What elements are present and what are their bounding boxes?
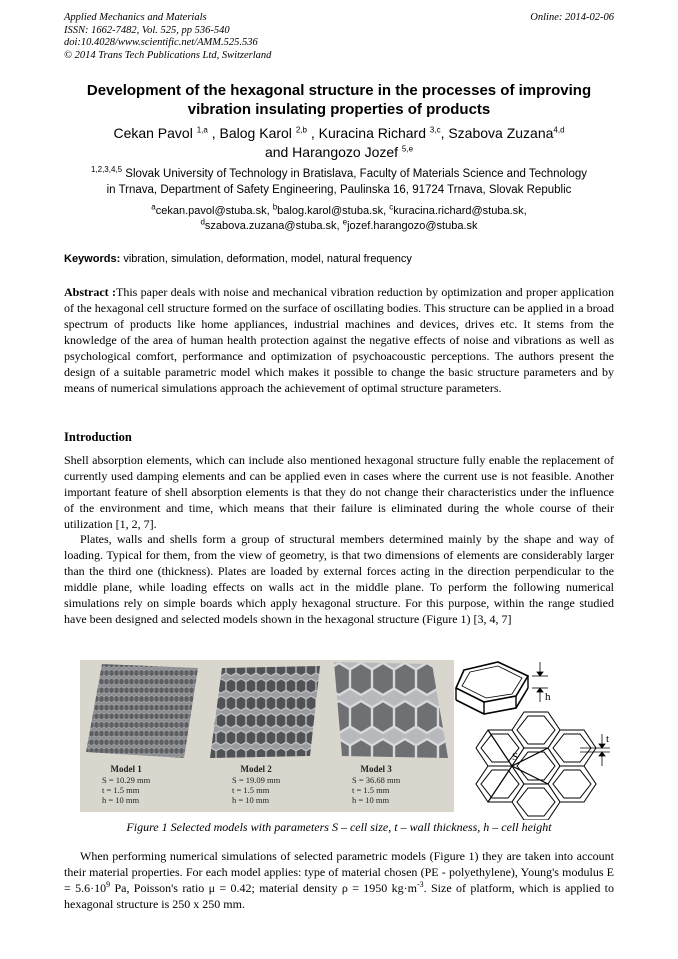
title-line-1: Development of the hexagonal structure in the processes of improving	[86, 82, 592, 99]
model-1-caption: Model 1 S = 10.29 mm t = 1.5 mm h = 10 mm	[102, 764, 151, 805]
copyright: © 2014 Trans Tech Publications Ltd, Switzerland	[64, 49, 272, 61]
hexagon-geometry-diagram	[450, 656, 616, 820]
figure-1-caption: Figure 1 Selected models with parameters S – cell size, t – wall thickness, h – cell height	[126, 820, 552, 834]
model-3-render	[328, 660, 450, 760]
abstract	[64, 284, 614, 396]
figure-1-models	[80, 660, 454, 812]
honeycomb-top-view	[476, 712, 596, 820]
author-4: Szabova Zuzana	[448, 125, 554, 141]
label-h: h	[545, 691, 551, 703]
journal-name: Applied Mechanics and Materials	[64, 12, 207, 23]
email-4[interactable]: szabova.zuzana@stuba.sk,	[204, 220, 340, 232]
author-emails: $^a$cekan.pavol@stuba.sk, $^b$balog.karol@stuba.sk, $^c$kuracina.richard@stuba.sk, $^d$szabova.zuzana@stuba.sk, $^e$jozef.harangozo@stuba.sk	[151, 202, 527, 232]
author-3: Kuracina Richard	[318, 125, 426, 141]
affiliation: $^{1,2,3,4,5}$ Slovak University of Technology in Bratislava, Faculty of Materials Science and Technology in Trnava, Department of Safety Engineering, Paulinska 16, 91724 Trnava, Slovak Republic	[90, 165, 588, 196]
author-2: Balog Karol	[219, 125, 292, 141]
label-t: t	[606, 733, 610, 745]
model-1-render	[84, 660, 202, 760]
keywords	[64, 253, 412, 265]
doi: doi:10.4028/www.scientific.net/AMM.525.536	[64, 37, 258, 48]
intro-paragraph-2: Plates, walls and shells form a group of structural members determined mainly by the shape and way of loading. Typical for them, from the view of geometry, is that two dimensions of elements are considerably larger than the third one (thickness). Plates are loaded by external forces acting in the direction perpendicular to the middle plane, while loading effects on walls act in the middle plane. To perform the following numerical simulations rely on simple boards which apply hexagonal structure. For this purpose, within the range studied have been designed and selected models shown in the hexagonal structure (Figure 1) [3, 4, 7]	[64, 532, 614, 626]
hex-cell-3d	[456, 662, 528, 714]
email-2[interactable]: balog.karol@stuba.sk,	[277, 205, 387, 217]
email-3[interactable]: kuracina.richard@stuba.sk,	[393, 205, 527, 217]
author-list: Cekan Pavol $^{1,a}$ , Balog Karol $^{2,b}$ , Kuracina Richard $^{3,c}$, Szabova Zuzana$^{4,d}$ and Harangozo Jozef $^{5,e}$	[113, 125, 565, 160]
label-s: S	[512, 751, 519, 763]
model-2-caption: Model 2 S = 19.09 mm t = 1.5 mm h = 10 mm	[232, 764, 281, 805]
model-3-caption: Model 3 S = 36.68 mm t = 1.5 mm h = 10 mm	[352, 764, 401, 805]
author-1: Cekan Pavol	[113, 125, 193, 141]
keywords-text: vibration, simulation, deformation, model, natural frequency	[123, 253, 412, 265]
keywords-label: Keywords:	[64, 253, 121, 265]
title-line-2: vibration insulating properties of products	[187, 100, 491, 118]
abstract-text: This paper deals with noise and mechanical vibration reduction by optimization and proper application of the hexagonal cell structure formed on the surface of oscillating bodies. This structure can be applied in a broad spectrum of products like home appliances, industrial machines and devices, drives etc. It stems from the knowledge of the area of human health protection against the negative effects of noise and vibrations as well as psychological comfort, performance and optimization of psychoacoustic perceptions. The authors present the design of a suitable parametric model which makes it possible to change the basic structure parameters and by means of numerical simulations approach the achievement of optimal structure parameters.	[64, 285, 614, 395]
email-1[interactable]: cekan.pavol@stuba.sk,	[155, 205, 270, 217]
online-date: Online: 2014-02-06	[530, 12, 614, 23]
email-5[interactable]: jozef.harangozo@stuba.sk	[347, 220, 478, 232]
paragraph-material-properties: When performing numerical simulations of selected parametric models (Figure 1) they are taken into account their material properties. For each model applies: type of material chosen (PE - polyethylene), Young's modulus $E = 5.6\cdot 10^9$ Pa, Poisson's ratio μ = 0.42; material density ρ = 1950 $kg\cdot m^{-3}$. Size of platform, which is applied to hexagonal structure is 250 x 250 mm.	[64, 849, 615, 911]
issn: ISSN: 1662-7482, Vol. 525, pp 536-540	[64, 24, 230, 36]
intro-paragraph-1: Shell absorption elements, which can include also mentioned hexagonal structure fully enable the replacement of currently used damping elements and can be applied even in cases where the current use is not feasible. Another important feature of shell absorption elements is that they do not change their characteristics under the influence of the environment and time, which means that their failure is eliminated during the whole course of their utilization [1, 2, 7].	[64, 453, 614, 531]
journal-header	[64, 12, 271, 62]
paper-title	[40, 82, 638, 119]
model-2-render	[206, 660, 324, 760]
abstract-label: Abstract :	[64, 285, 116, 299]
section-heading-introduction: Introduction	[64, 430, 132, 444]
author-5: and Harangozo Jozef	[264, 144, 399, 160]
